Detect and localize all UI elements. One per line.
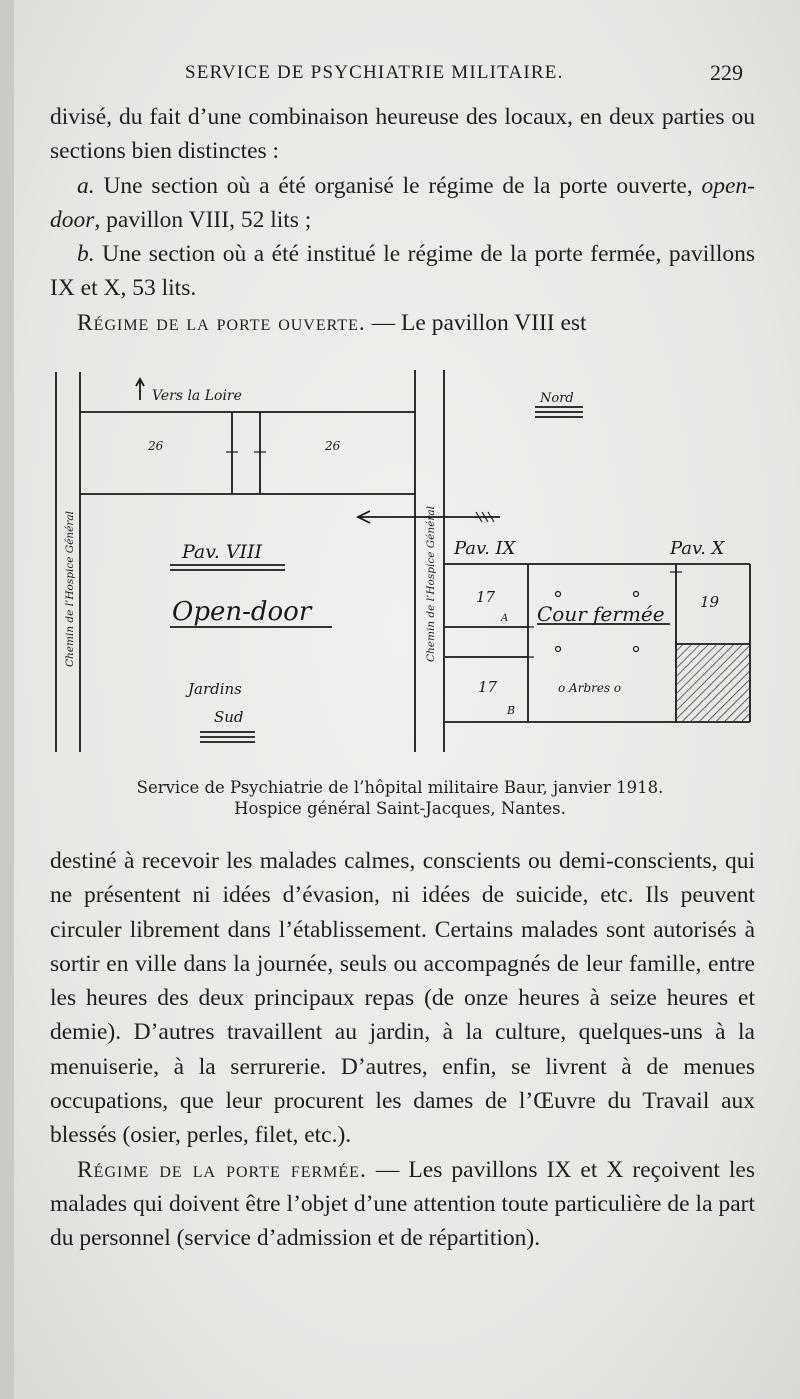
label-vers-la-loire: Vers la Loire [152, 388, 242, 404]
open-door-term: open-door [50, 172, 756, 233]
label-pav-ix: Pav. IX [454, 538, 516, 559]
floor-plan [40, 362, 760, 762]
label-17-bottom: 17 [478, 678, 498, 696]
section1-heading: Régime de la porte ouverte. [77, 309, 366, 336]
label-26-left: 26 [148, 439, 164, 453]
bottom-text [50, 844, 755, 1256]
section2-text: — Les pavillons IX et X reçoivent les malades qui doivent être l’objet d’une attention toute particulière de la part du personnel (service d’admission et de répartition). [50, 1156, 755, 1252]
label-pav-x: Pav. X [670, 538, 725, 559]
label-cour-fermee: Cour fermée [537, 602, 665, 626]
figure-caption [60, 777, 740, 819]
section1-start [50, 306, 755, 340]
section2-heading: Régime de la porte fermée. [77, 1156, 367, 1183]
label-open-door: Open-door [172, 597, 312, 627]
running-header: SERVICE DE PSYCHIATRIE MILITAIRE. [185, 62, 564, 83]
page-number: 229 [710, 60, 743, 85]
section2-paragraph [50, 1153, 755, 1256]
label-17-top: 17 [476, 588, 496, 606]
label-jardins: Jardins [188, 680, 242, 698]
label-chemin-right: Chemin de l’Hospice Général [425, 506, 437, 662]
label-arbres: o Arbres o [558, 681, 622, 695]
label-a: A [501, 613, 509, 624]
caption-line-1: Service de Psychiatrie de l’hôpital militaire Baur, janvier 1918. [136, 778, 664, 797]
label-pav-viii: Pav. VIII [182, 541, 263, 563]
intro-paragraph: divisé, du fait d’une combinaison heureuse des locaux, en deux parties ou sections bien distinctes : [50, 104, 755, 165]
top-text [50, 100, 755, 340]
hatched-area [677, 645, 749, 721]
item-a-label: a. [77, 172, 95, 199]
item-a-text-end: , pavillon VIII, 52 lits ; [94, 206, 312, 233]
label-chemin-left: Chemin de l’Hospice Général [64, 511, 76, 667]
scan-edge [0, 0, 14, 1399]
label-sud: Sud [214, 708, 244, 726]
item-a-text: Une section où a été organisé le régime de la porte ouverte, [103, 172, 693, 199]
body-paragraph: destiné à recevoir les malades calmes, conscients ou demi-conscients, qui ne présentent ni idées d’évasion, ni idées de suicide, etc. Ils peuvent circuler librement dans l’établissement. Certains malades sont autorisés à sortir en ville dans la journée, seuls ou accompagnés de leur famille, entre les heures des deux principaux repas (de onze heures à seize heures et demie). D’autres travaillent au jardin, à la culture, quelques-uns à la menuiserie, à la serrurerie. D’autres, enfin, se livrent à de menues occupations, que leur procurent les dames de l’Œuvre du Travail aux blessés (osier, perles, filet, etc.). [50, 848, 755, 1149]
item-b [50, 237, 755, 306]
item-b-text: Une section où a été institué le régime de la porte fermée, pavillons IX et X, 53 lits. [50, 241, 755, 302]
section1-intro: — Le pavillon VIII est [365, 309, 587, 336]
item-a [50, 169, 755, 238]
label-b: B [507, 704, 516, 717]
label-26-right: 26 [325, 439, 341, 453]
label-nord: Nord [540, 391, 574, 406]
caption-line-2: Hospice général Saint-Jacques, Nantes. [234, 799, 566, 818]
label-19: 19 [700, 593, 720, 611]
item-b-label: b. [77, 241, 95, 268]
